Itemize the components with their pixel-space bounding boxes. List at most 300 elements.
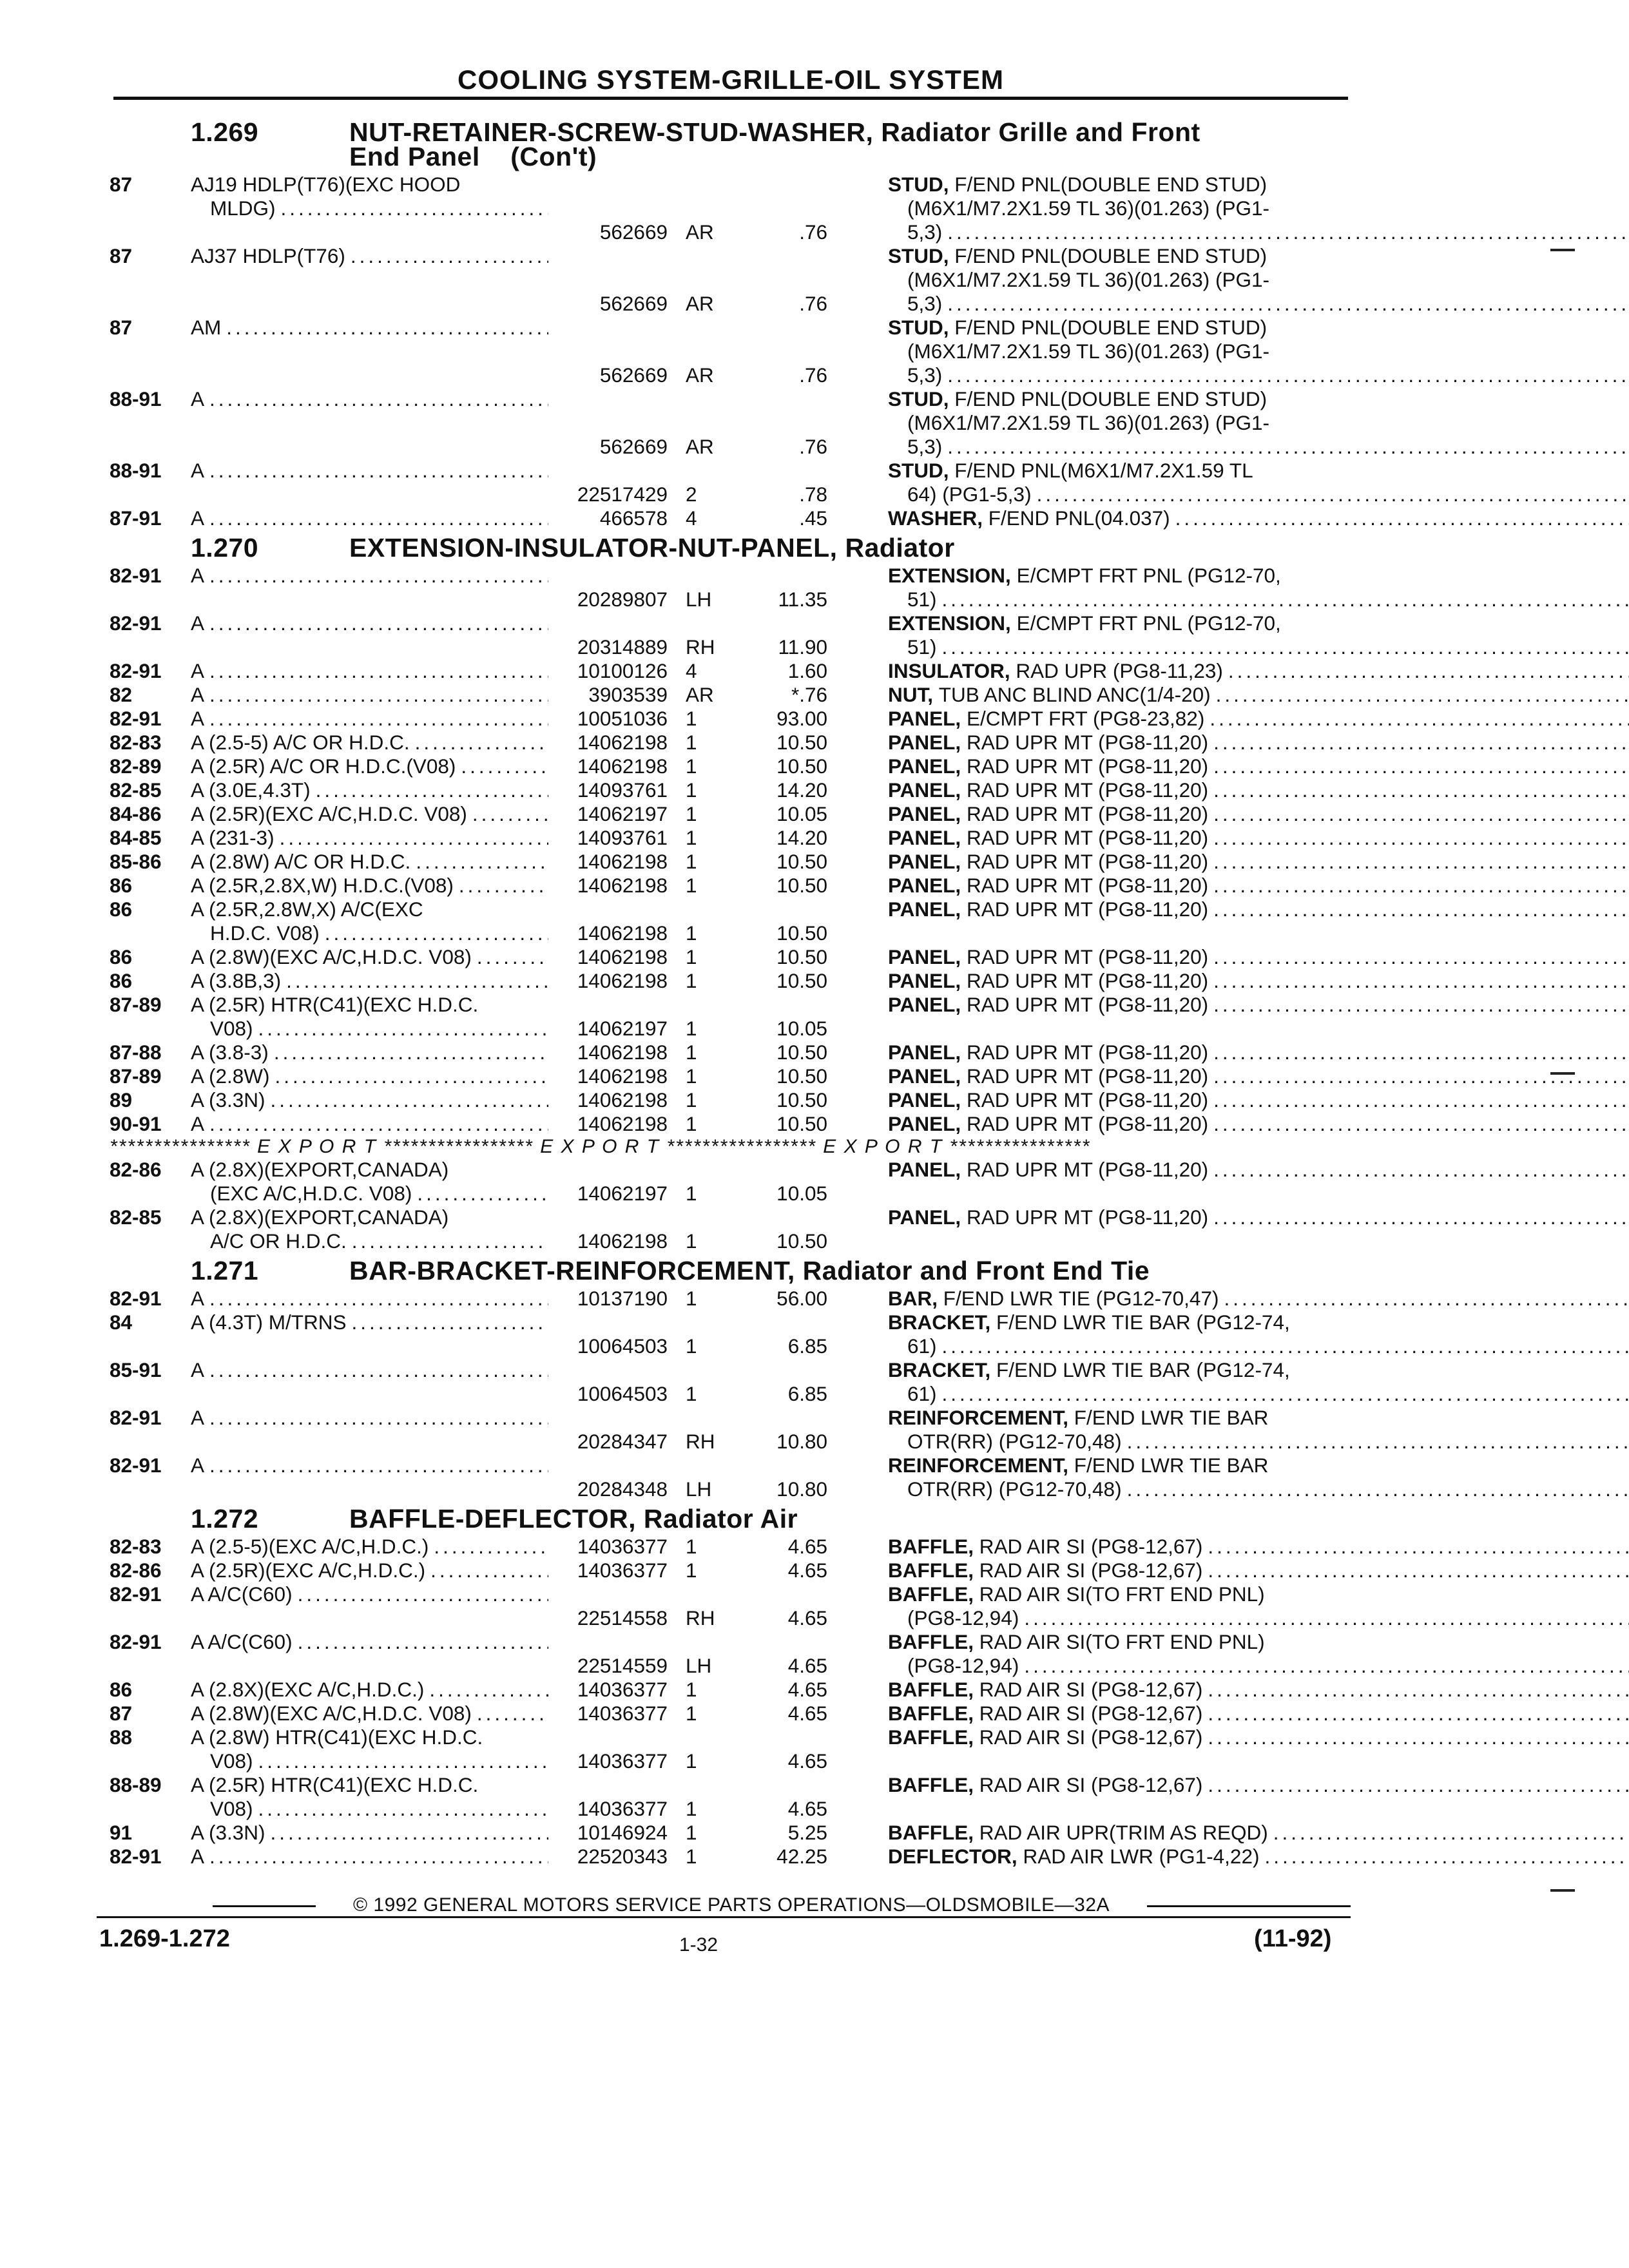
usage-description [191,1206,548,1253]
price: .78 [799,483,827,506]
quantity: AR [686,220,714,244]
leader-dots [1208,754,1629,778]
part-description [827,1773,1629,1821]
spacer [949,316,955,340]
table-row [110,1158,1353,1206]
part-number: 10064503 [577,1382,668,1405]
section-title [349,1506,1353,1531]
part-number: 14036377 [577,1678,668,1701]
leader-dots [1208,778,1629,802]
usage-text: V08) [210,1017,253,1040]
usage-line [191,1749,548,1773]
part-description-text: RAD AIR SI (PG8-12,67) [979,1559,1203,1582]
model-year: 88-89 [110,1773,162,1796]
price: 10.50 [776,1112,827,1135]
usage-description [191,707,548,731]
leader-dots [1208,945,1629,969]
table-row [110,506,1353,530]
part-number: 14036377 [577,1797,668,1820]
part-description-text: RAD UPR (PG8-11,23) [1016,659,1223,682]
part-description-text: OTR(RR) (PG12-70,48) [907,1430,1122,1453]
leader-dots [221,316,548,340]
part-name: PANEL, [888,707,961,730]
usage-text: V08) [210,1797,253,1820]
model-year: 87 [110,316,133,339]
table-row [110,1725,1353,1773]
part-name: BAFFLE, [888,1702,974,1725]
price: 4.65 [787,1678,827,1701]
part-name: BRACKET, [888,1358,991,1381]
usage-description [191,1064,548,1088]
table-row [110,874,1353,898]
quantity: 1 [686,850,697,873]
usage-text: H.D.C. V08) [210,921,320,945]
spacer [961,826,967,850]
leader-dots [1259,1845,1629,1869]
leader-dots [467,802,548,826]
table-row [110,1845,1353,1869]
quantity: 1 [686,731,697,754]
model-year: 89 [110,1088,133,1111]
table-row [110,1702,1353,1725]
footer-section-range: 1.269-1.272 [99,1925,230,1952]
model-year: 87-89 [110,993,162,1016]
table-row [110,1821,1353,1845]
leader-dots [347,1229,548,1253]
model-year: 90-91 [110,1112,162,1135]
part-description-text: RAD UPR MT (PG8-11,20) [966,945,1209,968]
price: 10.50 [776,850,827,873]
quantity: 1 [686,1229,697,1253]
part-description [827,1702,1629,1725]
usage-description [191,1287,548,1311]
model-year: 82-83 [110,1535,162,1558]
price: .45 [799,506,827,530]
section-number: 1.269 [191,117,259,147]
usage-line [191,1773,548,1797]
leader-dots [472,945,548,969]
usage-line [191,1702,548,1725]
table-row [110,1406,1353,1454]
table-row [110,707,1353,731]
leader-dots [1208,1158,1629,1182]
part-description-line [888,1845,1629,1869]
part-description-line [888,969,1629,993]
section-title-line: EXTENSION-INSULATOR-NUT-PANEL, Radiator [349,533,955,562]
part-description-text: E/CMPT FRT PNL (PG12-70, [1016,611,1281,635]
part-description [827,244,1629,316]
part-description-line [888,945,1629,969]
part-name: PANEL, [888,1064,961,1088]
quantity: 1 [686,1535,697,1558]
part-name: PANEL, [888,802,961,825]
spacer [974,1821,979,1845]
leader-dots [425,1559,548,1582]
usage-text: A (2.8W)(EXC A/C,H.D.C. V08) [191,945,472,968]
leader-dots [1208,1112,1629,1136]
section-heading [110,535,1353,560]
part-number: 14062198 [577,1064,668,1088]
model-year: 86 [110,945,133,968]
usage-description [191,683,548,707]
table-row [110,564,1353,611]
quantity: 1 [686,826,697,849]
usage-line [191,1559,548,1582]
spacer [949,173,955,197]
usage-line [191,731,548,754]
part-description [827,1454,1629,1501]
spacer [1011,611,1017,635]
part-name: BAFFLE, [888,1535,974,1558]
usage-line [191,197,548,220]
part-name: PANEL, [888,1088,961,1111]
part-description [827,731,1629,754]
part-name: BAFFLE, [888,1678,974,1701]
part-description [827,1821,1629,1845]
leader-dots [204,506,548,530]
part-description-text: E/CMPT FRT PNL (PG12-70, [1016,564,1281,587]
leader-dots [1019,1654,1629,1678]
spacer [1068,1406,1074,1430]
usage-line [191,173,548,197]
part-description-line [888,898,1629,921]
part-description-line [888,874,1629,898]
leader-dots [1202,1535,1629,1559]
spacer [961,850,967,874]
part-description-text: F/END PNL(DOUBLE END STUD) [954,244,1268,267]
usage-text: A (3.0E,4.3T) [191,778,311,802]
part-name: PANEL, [888,826,961,849]
quantity: 1 [686,1064,697,1088]
part-name: PANEL, [888,969,961,992]
part-number: 14062197 [577,1182,668,1205]
table-row [110,898,1353,945]
part-description [827,173,1629,244]
section-number: 1.270 [191,533,259,562]
section-title [349,1258,1353,1283]
leader-dots [204,683,548,707]
table-row [110,1112,1353,1136]
model-year: 82-91 [110,1845,162,1868]
table-row [110,1041,1353,1064]
part-description-line [888,1206,1629,1229]
usage-line [191,1229,548,1253]
part-description-text: 5,3) [907,435,943,458]
section-title [349,535,1353,560]
usage-text: A (231-3) [191,826,275,849]
usage-description [191,1454,548,1501]
part-name: PANEL, [888,874,961,897]
part-description-line [888,1606,1629,1630]
part-description-text: RAD UPR MT (PG8-11,20) [966,802,1209,825]
part-description-line [888,1041,1629,1064]
part-name: PANEL, [888,850,961,873]
usage-text: A [191,1845,205,1868]
leader-dots [204,1112,548,1136]
part-number: 562669 [599,292,668,315]
quantity: 1 [686,1041,697,1064]
model-year: 87-91 [110,506,162,530]
price: 14.20 [776,778,827,802]
part-name: BAR, [888,1287,938,1310]
section-number: 1.272 [191,1504,259,1533]
leader-dots [1208,1064,1629,1088]
model-year: 82 [110,683,133,706]
spacer [961,802,967,826]
part-description [827,874,1629,898]
leader-dots [204,1358,548,1382]
price: 10.50 [776,1041,827,1064]
part-description [827,969,1629,993]
part-description-line [888,1430,1629,1454]
quantity: LH [686,1654,712,1677]
usage-description [191,802,548,826]
price: *.76 [791,683,827,706]
part-description [827,1088,1629,1112]
quantity: 1 [686,969,697,992]
price: 4.65 [787,1535,827,1558]
leader-dots [1122,1477,1629,1501]
leader-dots [311,778,548,802]
part-description-line [888,707,1629,731]
part-description-line [888,1477,1629,1501]
part-description [827,659,1629,683]
margin-tick-mark [1550,1072,1575,1075]
quantity: 1 [686,1845,697,1868]
leader-dots [270,1064,548,1088]
part-description-line [888,635,1629,659]
usage-line [191,1158,548,1182]
leader-dots [454,874,548,898]
price: 4.65 [787,1559,827,1582]
footer-rule-left [213,1905,316,1907]
model-year: 88 [110,1725,133,1749]
part-description [827,506,1629,530]
section-heading [110,1258,1353,1283]
leader-dots [1032,483,1629,506]
part-description [827,1406,1629,1454]
usage-description [191,1821,548,1845]
price: 10.50 [776,921,827,945]
model-year: 86 [110,898,133,921]
leader-dots [253,1749,548,1773]
model-year: 87 [110,1702,133,1725]
price: .76 [799,363,827,387]
spacer [974,1678,979,1702]
leader-dots [253,1017,548,1041]
leader-dots [456,754,548,778]
usage-description [191,1845,548,1869]
table-row [110,1773,1353,1821]
usage-text: A (2.8W)(EXC A/C,H.D.C. V08) [191,1702,472,1725]
quantity: 1 [686,1797,697,1820]
part-description-line [888,850,1629,874]
part-description-line [888,1702,1629,1725]
usage-description [191,459,548,506]
price: 6.85 [787,1382,827,1405]
usage-description [191,874,548,898]
price: 11.35 [778,588,827,611]
part-description [827,1845,1629,1869]
part-description-text: RAD UPR MT (PG8-11,20) [966,826,1209,849]
price: 10.50 [776,1088,827,1111]
usage-description [191,611,548,659]
part-number: 14062198 [577,969,668,992]
usage-text: A [191,387,205,410]
usage-description [191,316,548,387]
part-description-line [888,826,1629,850]
leader-dots [293,1630,548,1654]
part-description-text: F/END LWR TIE BAR (PG12-74, [996,1311,1290,1334]
model-year: 82-83 [110,731,162,754]
spacer [974,1582,979,1606]
usage-line [191,1017,548,1041]
part-description-text: F/END LWR TIE BAR [1074,1406,1269,1429]
part-description-line [888,1334,1629,1358]
part-description [827,898,1629,945]
model-year: 87-88 [110,1041,162,1064]
usage-description [191,993,548,1041]
part-name: BAFFLE, [888,1582,974,1606]
model-year: 82-91 [110,1406,162,1429]
spacer [949,459,955,483]
part-number: 14062198 [577,945,668,968]
part-name: EXTENSION, [888,611,1011,635]
usage-line [191,802,548,826]
part-description-line [888,659,1629,683]
model-year: 86 [110,969,133,992]
usage-line [191,707,548,731]
parts-listing [110,115,1353,1869]
part-description [827,1112,1629,1136]
part-description-line [888,435,1629,459]
leader-dots [265,1088,548,1112]
part-description [827,611,1629,659]
price: 10.80 [776,1430,827,1453]
leader-dots [347,1311,548,1334]
table-row [110,850,1353,874]
quantity: RH [686,1430,715,1453]
usage-line [191,459,548,483]
usage-description [191,659,548,683]
part-description-text: RAD AIR SI (PG8-12,67) [979,1702,1203,1725]
part-description-line [888,611,1629,635]
part-number: 10137190 [577,1287,668,1310]
part-description-text: RAD UPR MT (PG8-11,20) [966,754,1209,778]
quantity: 1 [686,1334,697,1358]
table-row [110,1358,1353,1406]
part-description-line [888,1821,1629,1845]
part-description [827,1535,1629,1559]
part-description-line [888,1559,1629,1582]
price: 6.85 [787,1334,827,1358]
quantity: LH [686,588,712,611]
part-number: 14062198 [577,921,668,945]
part-description-text: RAD UPR MT (PG8-11,20) [966,850,1209,873]
price: 4.65 [787,1654,827,1677]
usage-description [191,969,548,993]
quantity: 1 [686,945,697,968]
usage-text: A (4.3T) M/TRNS [191,1311,347,1334]
quantity: 1 [686,802,697,825]
quantity: 1 [686,1112,697,1135]
table-row [110,1311,1353,1358]
usage-description [191,1630,548,1678]
quantity: 1 [686,1088,697,1111]
quantity: AR [686,435,714,458]
usage-text: V08) [210,1749,253,1773]
table-row [110,1582,1353,1630]
part-name: NUT, [888,683,933,706]
quantity: 1 [686,1749,697,1773]
leader-dots [1204,707,1629,731]
part-description-line [888,506,1629,530]
section-title-line: NUT-RETAINER-SCREW-STUD-WASHER, Radiator Grille and Front [349,117,1200,147]
table-row [110,683,1353,707]
leader-dots [1208,1041,1629,1064]
leader-dots [942,363,1629,387]
leader-dots [204,564,548,588]
usage-description [191,1678,548,1702]
part-number: 14062198 [577,1041,668,1064]
part-number: 14062197 [577,802,668,825]
part-description-line [888,268,1629,292]
spacer [974,1725,979,1749]
model-year: 85-86 [110,850,162,873]
spacer [1011,564,1017,588]
part-description-text: RAD UPR MT (PG8-11,20) [966,874,1209,897]
quantity: 1 [686,874,697,897]
part-description [827,387,1629,459]
quantity: 1 [686,1017,697,1040]
model-year: 85-91 [110,1358,162,1381]
price: .76 [799,435,827,458]
model-year: 88-91 [110,387,162,410]
leader-dots [204,1845,548,1869]
spacer [961,898,967,921]
quantity: 1 [686,754,697,778]
table-row [110,1454,1353,1501]
usage-text: A [191,659,205,682]
part-description [827,1158,1629,1206]
part-name: BAFFLE, [888,1773,974,1796]
usage-line [191,1725,548,1749]
usage-text: MLDG) [210,197,276,220]
usage-description [191,1582,548,1630]
spacer [961,707,967,731]
usage-text: A (2.5R) A/C OR H.D.C.(V08) [191,754,456,778]
part-description-line [888,564,1629,588]
part-description-text: RAD AIR SI (PG8-12,67) [979,1678,1203,1701]
usage-text: A A/C(C60) [191,1630,293,1653]
part-description-text: (PG8-12,94) [907,1654,1019,1677]
quantity: RH [686,635,715,658]
part-description [827,993,1629,1041]
spacer [961,1112,967,1136]
spacer [961,1206,967,1229]
spacer [983,506,988,530]
usage-text: A (2.5-5)(EXC A/C,H.D.C.) [191,1535,429,1558]
section-heading [110,117,1353,171]
part-description-text: (M6X1/M7.2X1.59 TL 36)(01.263) (PG1- [907,411,1270,434]
part-description-line [888,292,1629,316]
spacer [990,1311,996,1334]
usage-description [191,1535,548,1559]
usage-description [191,898,548,945]
part-number: 20284348 [577,1477,668,1501]
price: 10.05 [776,802,827,825]
usage-text: A [191,1112,205,1135]
